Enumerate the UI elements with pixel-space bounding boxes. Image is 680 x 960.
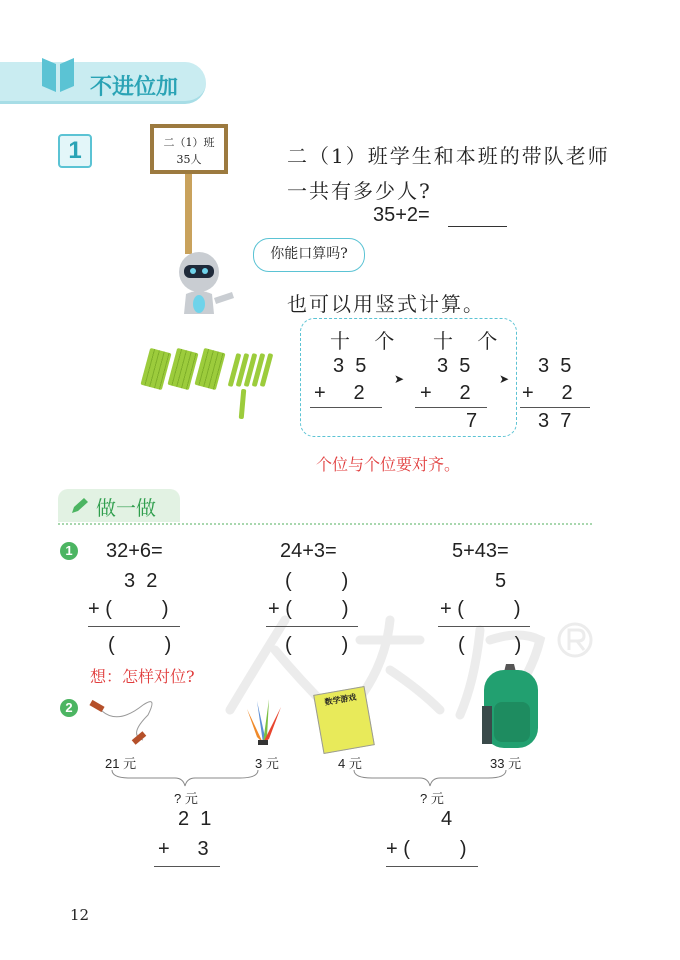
answer-blank[interactable]: + ( ) bbox=[268, 598, 349, 620]
question-number: 1 bbox=[60, 542, 78, 560]
calc-line bbox=[520, 407, 590, 408]
calc-line bbox=[386, 866, 478, 867]
equation: 35+2= bbox=[373, 204, 430, 226]
calc-line bbox=[310, 407, 382, 408]
sign-line: 35人 bbox=[176, 153, 202, 166]
calc-top: 5 bbox=[495, 570, 507, 592]
answer-blank[interactable]: + ( ) bbox=[440, 598, 521, 620]
practice-title: 做一做 bbox=[96, 496, 156, 520]
place-label bbox=[433, 325, 499, 354]
section-title: 不进位加 bbox=[90, 74, 179, 100]
arrow-icon: ➤ bbox=[499, 372, 510, 386]
robot-icon bbox=[172, 248, 238, 314]
example-number: 1 bbox=[58, 134, 92, 168]
calc-top: 4 bbox=[441, 808, 453, 830]
calc-top: 3 5 bbox=[437, 355, 471, 377]
calc-add: + 2 bbox=[314, 382, 365, 404]
calc-result: 3 7 bbox=[538, 410, 572, 432]
question-line: 一共有多少人? bbox=[287, 179, 432, 203]
ones-label: 个 bbox=[477, 329, 500, 353]
question-line: 二（1）班学生和本班的带队老师 bbox=[287, 144, 610, 168]
calc-line bbox=[266, 626, 358, 627]
price-label: 4 元 bbox=[338, 756, 362, 771]
counting-sticks bbox=[140, 345, 275, 425]
calc-add: + 2 bbox=[522, 382, 573, 404]
calc-line bbox=[154, 866, 220, 867]
question-label: ? 元 bbox=[174, 791, 198, 806]
calc-add: + ( ) bbox=[88, 598, 169, 620]
calc-line bbox=[415, 407, 487, 408]
calc-result: 7 bbox=[466, 410, 478, 432]
divider bbox=[58, 523, 592, 525]
price-label: 33 元 bbox=[490, 756, 522, 771]
calc-top: 3 5 bbox=[538, 355, 572, 377]
arrow-icon: ➤ bbox=[394, 372, 405, 386]
jump-rope-icon bbox=[88, 695, 168, 750]
question-label: ? 元 bbox=[420, 791, 444, 806]
page-number: 12 bbox=[70, 906, 90, 924]
backpack-icon bbox=[478, 662, 544, 750]
price-label: 21 元 bbox=[105, 756, 137, 771]
sign-post bbox=[185, 174, 192, 254]
hint-text: 想：怎样对位? bbox=[90, 667, 195, 686]
math-book-icon bbox=[313, 686, 375, 754]
calc-top: 3 2 bbox=[124, 570, 158, 592]
equation: 24+3= bbox=[280, 540, 337, 562]
calc-add: + 2 bbox=[420, 382, 471, 404]
vertical-hint: 也可以用竖式计算。 bbox=[287, 292, 485, 316]
answer-blank[interactable]: ( ) bbox=[108, 634, 172, 656]
calc-add: + 3 bbox=[158, 838, 209, 860]
price-label: 3 元 bbox=[255, 756, 279, 771]
speech-bubble: 你能口算吗? bbox=[253, 238, 365, 272]
book-title: 数学游戏 bbox=[323, 692, 357, 708]
brace bbox=[352, 768, 508, 788]
pencil-icon bbox=[70, 497, 90, 515]
calc-line bbox=[438, 626, 530, 627]
answer-blank[interactable]: ( ) bbox=[285, 570, 349, 592]
sign-line: 二（1）班 bbox=[163, 136, 215, 149]
tens-label: 十 bbox=[433, 329, 455, 353]
answer-blank[interactable]: + ( ) bbox=[386, 838, 467, 860]
calc-line bbox=[88, 626, 180, 627]
tens-label: 十 bbox=[330, 329, 352, 353]
class-sign bbox=[150, 124, 228, 174]
calc-top: 2 1 bbox=[178, 808, 212, 830]
equation: 5+43= bbox=[452, 540, 509, 562]
equation: 32+6= bbox=[106, 540, 163, 562]
answer-blank bbox=[448, 226, 507, 227]
answer-blank[interactable]: ( ) bbox=[285, 634, 349, 656]
place-label bbox=[330, 325, 396, 354]
brace bbox=[110, 768, 260, 788]
question-number: 2 bbox=[60, 699, 78, 717]
answer-blank[interactable]: ( ) bbox=[458, 634, 522, 656]
alignment-note: 个位与个位要对齐。 bbox=[316, 455, 461, 474]
shuttlecock-icon bbox=[243, 697, 283, 747]
book-icon bbox=[40, 54, 76, 94]
calc-top: 3 5 bbox=[333, 355, 367, 377]
ones-label: 个 bbox=[374, 329, 397, 353]
